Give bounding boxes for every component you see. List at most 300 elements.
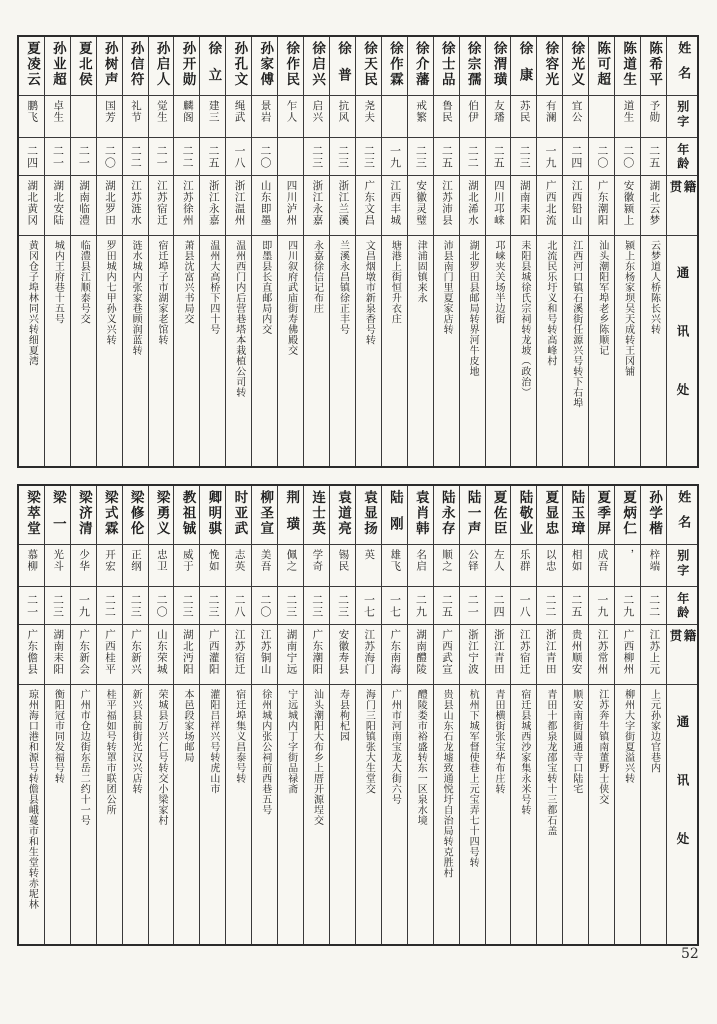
person-place: 江苏宿迁 [233, 629, 246, 675]
person-age-cell [174, 586, 199, 624]
person-zi-cell [304, 95, 329, 137]
person-zi: 以忠 [544, 549, 557, 572]
person-address: 即墨县长直邮局内交 [259, 240, 271, 335]
person-zi: 英 [363, 549, 376, 561]
page-number: 52 [681, 946, 699, 962]
person-age: 二三 [414, 144, 428, 169]
person-age: 二三 [336, 593, 350, 618]
person-age-cell [330, 137, 355, 175]
person-zi: 公铎 [466, 549, 479, 572]
person-name-cell [589, 37, 614, 95]
person-address-cell [408, 684, 433, 944]
person-place: 广西桂平 [104, 629, 117, 675]
person-place: 江苏上元 [648, 629, 661, 675]
person-place-cell [149, 175, 174, 235]
person-address-cell [434, 684, 459, 944]
person-column [485, 37, 511, 466]
person-place: 浙江永嘉 [311, 180, 324, 226]
person-column [19, 37, 44, 466]
person-zi-cell [278, 544, 303, 586]
person-name: 徐光义 [568, 41, 585, 88]
person-zi: 礼节 [129, 100, 142, 123]
person-address: 荣城县万兴仁号转交小梁家村 [156, 689, 168, 826]
person-address: 杭州下城军督使巷上元宝弄七十四号转 [467, 689, 479, 868]
person-age-cell [97, 586, 122, 624]
person-age-cell [149, 586, 174, 624]
person-age-cell [304, 586, 329, 624]
person-zi: 成吾 [596, 549, 609, 572]
person-age-cell [71, 586, 96, 624]
person-age-cell [537, 137, 562, 175]
person-place-cell [123, 175, 148, 235]
person-name: 夏显忠 [542, 490, 559, 537]
person-name: 夏季屏 [594, 490, 611, 537]
header-zi-cell [667, 544, 697, 586]
person-place-cell [252, 175, 277, 235]
person-name-cell [563, 486, 588, 544]
person-address-cell [174, 684, 199, 944]
person-column [19, 486, 44, 944]
header-name-cell [667, 486, 697, 544]
person-age-cell [45, 137, 70, 175]
person-name: 孙家傅 [257, 41, 274, 88]
person-name: 孙启人 [153, 41, 170, 88]
person-address: 宁远城内丁字街品禄斋 [285, 689, 297, 794]
person-column [614, 486, 640, 944]
person-age: 二三 [207, 593, 221, 618]
person-place-cell [97, 624, 122, 684]
person-address: 汕头潮阳军埠老乡陈顺记 [596, 240, 608, 356]
person-address: 灌阳吕祥兴号转虎山市 [207, 689, 219, 794]
person-address: 涟水城内张家巷顾润蓝转 [130, 240, 142, 356]
person-zi-cell [19, 544, 44, 586]
person-place: 浙江温州 [233, 180, 246, 226]
person-column [381, 486, 407, 944]
person-zi: 鹏飞 [26, 100, 39, 123]
person-place-cell [19, 624, 44, 684]
person-address-cell [45, 684, 70, 944]
person-age-cell [511, 137, 536, 175]
person-place-cell [45, 175, 70, 235]
person-place: 江苏涟水 [129, 180, 142, 226]
person-name-cell [226, 486, 251, 544]
person-column [303, 486, 329, 944]
person-zi-cell [19, 95, 44, 137]
person-name-cell [71, 486, 96, 544]
person-place-cell [537, 624, 562, 684]
person-age: 二二 [466, 144, 480, 169]
person-column [614, 37, 640, 466]
person-name-cell [486, 37, 511, 95]
person-place: 广东文昌 [363, 180, 376, 226]
person-zi-cell [226, 95, 251, 137]
person-age: 二三 [362, 144, 376, 169]
person-address-cell [71, 235, 96, 466]
person-address: 颍上东杨家坝吴天成转王冈铺 [622, 240, 634, 377]
person-place-cell [460, 175, 485, 235]
person-age: 二一 [466, 593, 480, 618]
person-name: 陆玉璋 [568, 490, 585, 537]
person-name-cell [252, 37, 277, 95]
person-place: 浙江宁波 [466, 629, 479, 675]
person-age: 二一 [77, 144, 91, 169]
person-place: 江苏徐州 [181, 180, 194, 226]
person-address-cell [460, 235, 485, 466]
person-age-cell [149, 137, 174, 175]
person-address-cell [304, 235, 329, 466]
directory-table-bottom [17, 484, 699, 946]
person-place: 山东即墨 [259, 180, 272, 226]
person-age: 二四 [569, 144, 583, 169]
person-zi: 忠卫 [155, 549, 168, 572]
person-name: 连士英 [309, 490, 326, 537]
person-zi: 绳武 [233, 100, 246, 123]
person-address: 临澧县江顺泰号交 [78, 240, 90, 324]
person-zi-cell [408, 544, 433, 586]
person-column [407, 37, 433, 466]
person-place-cell [615, 624, 640, 684]
person-place-cell [408, 624, 433, 684]
person-name-cell [278, 486, 303, 544]
person-place-cell [278, 624, 303, 684]
header-place-cell [667, 624, 697, 684]
person-zi-cell [97, 544, 122, 586]
person-zi: 名启 [415, 549, 428, 572]
person-place: 浙江青田 [492, 629, 505, 675]
person-address-cell [356, 235, 381, 466]
person-name-cell [460, 486, 485, 544]
person-zi-cell [71, 544, 96, 586]
person-age: 二三 [51, 593, 65, 618]
person-address-cell [382, 684, 407, 944]
person-name-cell [434, 486, 459, 544]
person-place-cell [563, 624, 588, 684]
person-column [640, 37, 666, 466]
person-zi: 尧夫 [363, 100, 376, 123]
person-address-cell [123, 684, 148, 944]
person-address: 宿迁埠子市湖家老馆转 [156, 240, 168, 345]
person-place-cell [330, 175, 355, 235]
person-place: 江西铅山 [570, 180, 583, 226]
person-name: 夏佐臣 [490, 490, 507, 537]
header-name-label: 姓名 [675, 41, 691, 91]
person-name-cell [123, 37, 148, 95]
person-column [148, 486, 174, 944]
person-address-cell [149, 235, 174, 466]
person-zi-cell [589, 95, 614, 137]
person-age-cell [589, 586, 614, 624]
person-zi: 少华 [78, 549, 91, 572]
person-name: 徐启兴 [309, 41, 326, 88]
person-place-cell [123, 624, 148, 684]
person-column [96, 486, 122, 944]
person-address-cell [563, 235, 588, 466]
person-age-cell [460, 586, 485, 624]
person-place: 广西灌阳 [207, 629, 220, 675]
person-zi-cell [589, 544, 614, 586]
person-address: 沛县南门里夏家店转 [441, 240, 453, 335]
person-name-cell [45, 37, 70, 95]
person-age: 二三 [310, 593, 324, 618]
person-column [588, 37, 614, 466]
person-zi: 雄飞 [389, 549, 402, 572]
person-name-cell [563, 37, 588, 95]
person-address: 津浦固镇来永 [415, 240, 427, 303]
person-age-cell [226, 586, 251, 624]
person-name: 袁肖韩 [412, 490, 429, 537]
person-column [329, 37, 355, 466]
person-address: 琼州海口港和源号转儋县峨蔓市和生堂转赤坭林 [26, 689, 38, 910]
person-age: 二九 [621, 593, 635, 618]
person-place-cell [304, 175, 329, 235]
person-column [70, 37, 96, 466]
person-name: 卿明骐 [205, 490, 222, 537]
header-column [666, 37, 697, 466]
person-place-cell [226, 624, 251, 684]
person-address: 本邑段家场邮局 [181, 689, 193, 763]
person-zi: 抗风 [337, 100, 350, 123]
person-place: 广东新会 [78, 629, 91, 675]
person-zi: 乍人 [285, 100, 298, 123]
person-place-cell [537, 175, 562, 235]
person-zi-cell [45, 95, 70, 137]
person-place: 浙江兰溪 [337, 180, 350, 226]
person-name: 荆璜 [283, 490, 300, 543]
person-column [173, 486, 199, 944]
person-address-cell [278, 684, 303, 944]
person-address-cell [486, 235, 511, 466]
person-zi-cell [408, 95, 433, 137]
person-name-cell [408, 486, 433, 544]
header-zi-cell [667, 95, 697, 137]
person-column [329, 486, 355, 944]
person-name-cell [304, 486, 329, 544]
person-age-cell [278, 586, 303, 624]
person-name: 教祖铖 [179, 490, 196, 537]
person-place: 湖南临澧 [78, 180, 91, 226]
person-column [459, 37, 485, 466]
person-name: 徐宗孺 [464, 41, 481, 88]
person-address-cell [408, 235, 433, 466]
person-column [122, 486, 148, 944]
person-address: 文昌烟墩市新泉香号转 [363, 240, 375, 345]
person-column [173, 37, 199, 466]
person-age: 二三 [129, 593, 143, 618]
person-zi: 国芳 [104, 100, 117, 123]
person-address: 罗田城内七甲孙义兴转 [104, 240, 116, 345]
person-zi-cell [486, 95, 511, 137]
person-zi: 慕柳 [26, 549, 39, 572]
person-name: 袁道亮 [335, 490, 352, 537]
header-place-cell [667, 175, 697, 235]
person-column [510, 37, 536, 466]
person-column [381, 37, 407, 466]
person-address-cell [356, 684, 381, 944]
person-name: 徐康 [516, 41, 533, 94]
person-address: 耒阳县城徐氏宗祠转龙坡（政治） [518, 240, 530, 398]
person-column [96, 37, 122, 466]
person-name: 徐立 [205, 41, 222, 94]
header-address-cell [667, 235, 697, 466]
header-name-label: 姓名 [675, 490, 691, 540]
person-age-cell [460, 137, 485, 175]
person-age: 二〇 [103, 144, 117, 169]
person-name: 陆敬业 [516, 490, 533, 537]
person-address: 汕头潮阳大布乡上厝开源埕交 [311, 689, 323, 826]
person-place-cell [434, 624, 459, 684]
person-column [562, 37, 588, 466]
person-zi: 乐群 [518, 549, 531, 572]
person-zi: 威于 [181, 549, 194, 572]
person-place: 广东潮阳 [311, 629, 324, 675]
person-place-cell [252, 624, 277, 684]
person-zi: 戒繁 [415, 100, 428, 123]
person-place-cell [97, 175, 122, 235]
person-column [225, 37, 251, 466]
person-age: 一七 [388, 593, 402, 618]
person-address-cell [252, 235, 277, 466]
person-age-cell [641, 586, 666, 624]
person-name: 徐渭璜 [490, 41, 507, 88]
header-zi-label: 别字 [675, 549, 690, 579]
person-age: 二〇 [595, 144, 609, 169]
person-age: 二五 [440, 593, 454, 618]
person-name-cell [200, 37, 225, 95]
person-place-cell [174, 175, 199, 235]
person-zi: 光斗 [52, 549, 65, 572]
person-name-cell [382, 37, 407, 95]
person-zi-cell [356, 544, 381, 586]
person-place: 广东南海 [389, 629, 402, 675]
person-place: 湖北黄冈 [26, 180, 39, 226]
person-address: 江西河口镇石溪街任源兴号转下右埠 [570, 240, 582, 408]
person-age: 一八 [232, 144, 246, 169]
person-column [485, 486, 511, 944]
person-zi-cell [45, 544, 70, 586]
person-address-cell [511, 235, 536, 466]
person-age: 二五 [207, 144, 221, 169]
person-address-cell [330, 235, 355, 466]
person-address-cell [19, 684, 44, 944]
person-zi-cell [486, 544, 511, 586]
person-age-cell [45, 586, 70, 624]
person-name: 梁萃堂 [23, 490, 40, 537]
header-age-label: 年龄 [675, 142, 690, 171]
person-zi: 鲁民 [441, 100, 454, 123]
person-place: 四川泸州 [285, 180, 298, 226]
person-address-cell [200, 684, 225, 944]
person-zi: 予勋 [648, 100, 661, 123]
person-name: 孙业超 [49, 41, 66, 88]
person-zi-cell [123, 544, 148, 586]
person-zi: 正纲 [129, 549, 142, 572]
person-address-cell [97, 235, 122, 466]
person-age: 一九 [595, 593, 609, 618]
person-address-cell [278, 235, 303, 466]
person-age-cell [537, 586, 562, 624]
person-place: 湖北浠水 [466, 180, 479, 226]
person-zi-cell [200, 544, 225, 586]
person-name-cell [356, 486, 381, 544]
person-zi: 建三 [207, 100, 220, 123]
person-zi-cell [460, 95, 485, 137]
person-address: 永嘉徐信记布庄 [311, 240, 323, 314]
person-name-cell [149, 37, 174, 95]
person-address-cell [537, 684, 562, 944]
person-zi-cell [641, 544, 666, 586]
person-age-cell [434, 586, 459, 624]
person-zi: 觉生 [155, 100, 168, 123]
person-age-cell [123, 137, 148, 175]
person-address-cell [615, 684, 640, 944]
person-zi: ， [622, 549, 635, 561]
person-zi-cell [460, 544, 485, 586]
person-zi-cell [382, 95, 407, 137]
header-age-cell [667, 586, 697, 624]
person-age-cell [486, 137, 511, 175]
person-column [355, 486, 381, 944]
person-name: 孙孔文 [231, 41, 248, 88]
person-address: 柳州大字街夏溢兴转 [622, 689, 634, 784]
person-zi: 学奇 [311, 549, 324, 572]
person-zi-cell [71, 95, 96, 137]
person-age-cell [71, 137, 96, 175]
person-name: 徐容光 [542, 41, 559, 88]
person-zi: 相如 [570, 549, 583, 572]
person-place: 安徽灵璧 [415, 180, 428, 226]
person-name: 陈希平 [646, 41, 663, 88]
person-place-cell [200, 624, 225, 684]
person-place-cell [330, 624, 355, 684]
person-name: 陈可超 [594, 41, 611, 88]
person-address: 徐州城内张公祠前西巷五号 [259, 689, 271, 815]
person-column [277, 37, 303, 466]
person-address: 上元孙家边官巷内 [648, 689, 660, 773]
person-name-cell [174, 37, 199, 95]
person-name-cell [615, 486, 640, 544]
person-place: 江苏海门 [363, 629, 376, 675]
person-address: 宿迁埠集义昌泰号转 [233, 689, 245, 784]
person-address: 黄冈仓子埠林同兴转细夏湾 [26, 240, 38, 366]
person-name-cell [278, 37, 303, 95]
person-zi-cell [149, 95, 174, 137]
person-place-cell [511, 175, 536, 235]
person-age: 二五 [492, 144, 506, 169]
person-zi: 开宏 [104, 549, 117, 572]
person-age-cell [382, 586, 407, 624]
person-zi-cell [615, 95, 640, 137]
person-zi: 卓生 [52, 100, 65, 123]
person-name: 夏炳仁 [620, 490, 637, 537]
person-age: 二二 [129, 144, 143, 169]
person-place-cell [563, 175, 588, 235]
person-place: 广西柳州 [622, 629, 635, 675]
person-address: 温州西门内后营巷塔本栽植公司转 [233, 240, 245, 398]
person-age: 一九 [544, 144, 557, 169]
person-zi-cell [330, 544, 355, 586]
person-age: 二二 [103, 593, 117, 618]
person-zi-cell [330, 95, 355, 137]
person-age-cell [304, 137, 329, 175]
person-column [588, 486, 614, 944]
person-address-cell [641, 235, 666, 466]
person-address: 寿县枸杞园 [337, 689, 349, 742]
person-age-cell [123, 586, 148, 624]
person-age: 二三 [336, 144, 350, 169]
person-place: 湖南耒阳 [52, 629, 65, 675]
person-place-cell [615, 175, 640, 235]
person-address: 宿迁县城西沙家集永米号转 [518, 689, 530, 815]
